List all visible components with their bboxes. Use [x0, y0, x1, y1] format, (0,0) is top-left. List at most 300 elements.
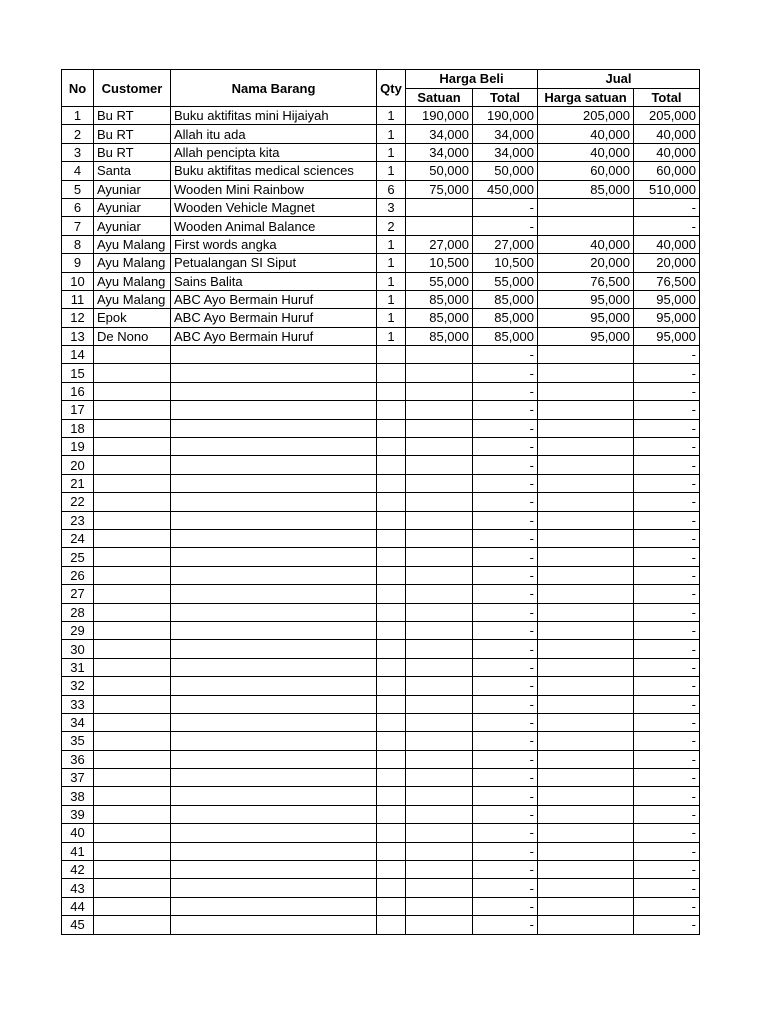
cell-jual-total: 20,000: [634, 254, 700, 272]
cell-qty: [377, 824, 406, 842]
table-row: [62, 511, 700, 529]
cell-nama-barang: [171, 897, 377, 915]
cell-nama-barang: [171, 419, 377, 437]
cell-beli-total: -: [473, 401, 538, 419]
header-beli-satuan: Satuan: [406, 88, 473, 107]
cell-jual-harga-satuan: [538, 382, 634, 400]
table-row: [62, 456, 700, 474]
cell-jual-harga-satuan: [538, 438, 634, 456]
cell-customer: [94, 548, 171, 566]
cell-nama-barang: [171, 438, 377, 456]
cell-customer: Ayu Malang: [94, 272, 171, 290]
cell-jual-total: -: [634, 677, 700, 695]
cell-nama-barang: Wooden Vehicle Magnet: [171, 198, 377, 216]
table-row: [62, 180, 700, 198]
cell-qty: [377, 603, 406, 621]
cell-jual-harga-satuan: [538, 456, 634, 474]
cell-beli-total: 85,000: [473, 309, 538, 327]
cell-beli-total: 34,000: [473, 125, 538, 143]
cell-jual-harga-satuan: 40,000: [538, 125, 634, 143]
cell-jual-total: 76,500: [634, 272, 700, 290]
cell-qty: 6: [377, 180, 406, 198]
cell-no: 40: [62, 824, 94, 842]
cell-qty: 1: [377, 125, 406, 143]
header-no: No: [62, 70, 94, 107]
cell-jual-harga-satuan: [538, 750, 634, 768]
cell-qty: 1: [377, 309, 406, 327]
cell-beli-total: 190,000: [473, 107, 538, 125]
cell-jual-total: -: [634, 438, 700, 456]
cell-nama-barang: Buku aktifitas mini Hijaiyah: [171, 107, 377, 125]
cell-customer: [94, 916, 171, 934]
cell-jual-harga-satuan: [538, 217, 634, 235]
cell-beli-total: -: [473, 658, 538, 676]
cell-nama-barang: [171, 401, 377, 419]
cell-beli-satuan: [406, 364, 473, 382]
cell-no: 14: [62, 346, 94, 364]
cell-beli-satuan: [406, 217, 473, 235]
cell-no: 29: [62, 621, 94, 639]
cell-beli-total: -: [473, 750, 538, 768]
cell-no: 38: [62, 787, 94, 805]
cell-qty: [377, 640, 406, 658]
cell-nama-barang: ABC Ayo Bermain Huruf: [171, 290, 377, 308]
table-row: [62, 842, 700, 860]
cell-jual-total: -: [634, 805, 700, 823]
cell-jual-harga-satuan: [538, 916, 634, 934]
cell-no: 20: [62, 456, 94, 474]
cell-nama-barang: [171, 382, 377, 400]
cell-customer: [94, 585, 171, 603]
cell-nama-barang: [171, 603, 377, 621]
cell-jual-total: -: [634, 842, 700, 860]
cell-customer: [94, 640, 171, 658]
cell-jual-total: 95,000: [634, 309, 700, 327]
cell-beli-satuan: 85,000: [406, 290, 473, 308]
cell-jual-total: -: [634, 658, 700, 676]
cell-jual-harga-satuan: [538, 511, 634, 529]
table-row: [62, 346, 700, 364]
cell-customer: [94, 695, 171, 713]
cell-no: 32: [62, 677, 94, 695]
cell-beli-satuan: 55,000: [406, 272, 473, 290]
cell-jual-harga-satuan: [538, 897, 634, 915]
cell-customer: [94, 364, 171, 382]
cell-qty: 2: [377, 217, 406, 235]
cell-beli-total: -: [473, 621, 538, 639]
cell-customer: [94, 658, 171, 676]
cell-nama-barang: Sains Balita: [171, 272, 377, 290]
table-row: [62, 474, 700, 492]
table-row: [62, 603, 700, 621]
cell-jual-total: -: [634, 713, 700, 731]
cell-qty: 3: [377, 198, 406, 216]
cell-beli-satuan: [406, 548, 473, 566]
cell-nama-barang: [171, 879, 377, 897]
cell-customer: [94, 824, 171, 842]
cell-jual-harga-satuan: 76,500: [538, 272, 634, 290]
cell-customer: Bu RT: [94, 107, 171, 125]
cell-beli-satuan: [406, 695, 473, 713]
cell-qty: [377, 658, 406, 676]
table-row: [62, 787, 700, 805]
cell-customer: [94, 603, 171, 621]
cell-no: 44: [62, 897, 94, 915]
cell-beli-total: -: [473, 511, 538, 529]
cell-qty: [377, 493, 406, 511]
cell-nama-barang: [171, 585, 377, 603]
cell-no: 27: [62, 585, 94, 603]
cell-no: 42: [62, 861, 94, 879]
cell-jual-harga-satuan: 95,000: [538, 290, 634, 308]
table-row: [62, 235, 700, 253]
cell-beli-total: -: [473, 198, 538, 216]
cell-qty: [377, 621, 406, 639]
cell-beli-total: -: [473, 456, 538, 474]
table-row: [62, 401, 700, 419]
cell-beli-total: -: [473, 787, 538, 805]
table-row: [62, 677, 700, 695]
cell-beli-satuan: [406, 824, 473, 842]
cell-jual-total: -: [634, 382, 700, 400]
cell-jual-total: -: [634, 879, 700, 897]
cell-nama-barang: Buku aktifitas medical sciences: [171, 162, 377, 180]
cell-customer: [94, 474, 171, 492]
cell-nama-barang: [171, 640, 377, 658]
cell-qty: [377, 787, 406, 805]
table-row: [62, 438, 700, 456]
cell-jual-total: -: [634, 603, 700, 621]
cell-no: 23: [62, 511, 94, 529]
cell-customer: Epok: [94, 309, 171, 327]
cell-customer: [94, 382, 171, 400]
cell-nama-barang: [171, 346, 377, 364]
cell-qty: [377, 456, 406, 474]
cell-no: 34: [62, 713, 94, 731]
cell-customer: Ayuniar: [94, 217, 171, 235]
cell-customer: [94, 346, 171, 364]
cell-jual-total: -: [634, 456, 700, 474]
cell-jual-harga-satuan: [538, 566, 634, 584]
cell-nama-barang: [171, 548, 377, 566]
cell-jual-total: -: [634, 585, 700, 603]
cell-no: 1: [62, 107, 94, 125]
cell-jual-total: -: [634, 198, 700, 216]
cell-no: 28: [62, 603, 94, 621]
table-row: [62, 382, 700, 400]
cell-qty: 1: [377, 162, 406, 180]
cell-no: 3: [62, 143, 94, 161]
cell-no: 31: [62, 658, 94, 676]
cell-qty: 1: [377, 272, 406, 290]
cell-nama-barang: [171, 713, 377, 731]
cell-customer: [94, 750, 171, 768]
cell-beli-total: -: [473, 824, 538, 842]
cell-no: 13: [62, 327, 94, 345]
table-row: [62, 217, 700, 235]
cell-customer: [94, 529, 171, 547]
table-row: [62, 805, 700, 823]
cell-customer: Ayu Malang: [94, 235, 171, 253]
cell-beli-total: -: [473, 916, 538, 934]
cell-beli-total: -: [473, 879, 538, 897]
cell-qty: [377, 879, 406, 897]
cell-jual-harga-satuan: 205,000: [538, 107, 634, 125]
cell-qty: [377, 548, 406, 566]
cell-beli-satuan: [406, 897, 473, 915]
cell-jual-harga-satuan: 20,000: [538, 254, 634, 272]
cell-no: 7: [62, 217, 94, 235]
cell-beli-total: 85,000: [473, 290, 538, 308]
cell-customer: [94, 769, 171, 787]
cell-jual-total: -: [634, 493, 700, 511]
cell-no: 41: [62, 842, 94, 860]
table-row: [62, 162, 700, 180]
cell-no: 21: [62, 474, 94, 492]
cell-beli-satuan: [406, 511, 473, 529]
cell-jual-harga-satuan: [538, 824, 634, 842]
cell-beli-satuan: [406, 805, 473, 823]
cell-jual-total: -: [634, 566, 700, 584]
cell-jual-total: -: [634, 364, 700, 382]
cell-customer: [94, 805, 171, 823]
cell-jual-harga-satuan: [538, 787, 634, 805]
cell-no: 22: [62, 493, 94, 511]
cell-qty: 1: [377, 254, 406, 272]
header-jual-total: Total: [634, 88, 700, 107]
cell-beli-satuan: [406, 585, 473, 603]
table-row: [62, 419, 700, 437]
cell-customer: [94, 621, 171, 639]
cell-nama-barang: [171, 677, 377, 695]
cell-beli-total: -: [473, 474, 538, 492]
cell-qty: [377, 401, 406, 419]
cell-beli-total: -: [473, 713, 538, 731]
cell-qty: [377, 419, 406, 437]
cell-qty: [377, 713, 406, 731]
cell-customer: [94, 419, 171, 437]
cell-jual-total: -: [634, 769, 700, 787]
header-beli-total: Total: [473, 88, 538, 107]
cell-jual-harga-satuan: [538, 677, 634, 695]
cell-customer: De Nono: [94, 327, 171, 345]
cell-no: 9: [62, 254, 94, 272]
cell-jual-harga-satuan: 40,000: [538, 235, 634, 253]
cell-no: 26: [62, 566, 94, 584]
cell-beli-satuan: [406, 769, 473, 787]
cell-no: 2: [62, 125, 94, 143]
cell-customer: [94, 897, 171, 915]
cell-jual-harga-satuan: 95,000: [538, 309, 634, 327]
cell-nama-barang: First words angka: [171, 235, 377, 253]
cell-jual-harga-satuan: [538, 198, 634, 216]
table-row: [62, 695, 700, 713]
cell-customer: [94, 713, 171, 731]
header-customer: Customer: [94, 70, 171, 107]
cell-qty: 1: [377, 290, 406, 308]
cell-beli-satuan: [406, 529, 473, 547]
cell-beli-total: -: [473, 603, 538, 621]
cell-beli-total: -: [473, 805, 538, 823]
cell-beli-satuan: [406, 879, 473, 897]
cell-beli-total: -: [473, 382, 538, 400]
cell-customer: Ayuniar: [94, 198, 171, 216]
cell-jual-harga-satuan: [538, 585, 634, 603]
cell-beli-satuan: [406, 438, 473, 456]
cell-no: 8: [62, 235, 94, 253]
cell-beli-satuan: 190,000: [406, 107, 473, 125]
cell-beli-total: -: [473, 842, 538, 860]
cell-no: 10: [62, 272, 94, 290]
cell-beli-satuan: [406, 621, 473, 639]
cell-no: 25: [62, 548, 94, 566]
cell-jual-harga-satuan: [538, 474, 634, 492]
cell-customer: [94, 401, 171, 419]
cell-qty: 1: [377, 327, 406, 345]
cell-jual-harga-satuan: [538, 548, 634, 566]
cell-jual-harga-satuan: [538, 640, 634, 658]
cell-jual-harga-satuan: [538, 732, 634, 750]
cell-beli-satuan: [406, 677, 473, 695]
cell-beli-satuan: [406, 658, 473, 676]
cell-customer: Ayuniar: [94, 180, 171, 198]
cell-nama-barang: Wooden Animal Balance: [171, 217, 377, 235]
cell-no: 18: [62, 419, 94, 437]
cell-jual-harga-satuan: [538, 861, 634, 879]
cell-beli-total: -: [473, 346, 538, 364]
cell-qty: [377, 529, 406, 547]
cell-qty: [377, 566, 406, 584]
cell-no: 24: [62, 529, 94, 547]
header-nama-barang: Nama Barang: [171, 70, 377, 107]
cell-jual-total: -: [634, 695, 700, 713]
cell-beli-total: -: [473, 677, 538, 695]
table-row: [62, 309, 700, 327]
cell-qty: [377, 511, 406, 529]
sales-table: [61, 69, 700, 935]
cell-jual-total: -: [634, 474, 700, 492]
table-row: [62, 254, 700, 272]
cell-nama-barang: Petualangan SI Siput: [171, 254, 377, 272]
table-row: [62, 198, 700, 216]
cell-jual-total: -: [634, 824, 700, 842]
cell-no: 4: [62, 162, 94, 180]
cell-no: 45: [62, 916, 94, 934]
cell-jual-harga-satuan: [538, 419, 634, 437]
cell-nama-barang: Wooden Mini Rainbow: [171, 180, 377, 198]
cell-jual-harga-satuan: [538, 769, 634, 787]
table-row: [62, 824, 700, 842]
cell-beli-satuan: [406, 842, 473, 860]
cell-beli-total: -: [473, 529, 538, 547]
cell-jual-total: -: [634, 346, 700, 364]
cell-jual-harga-satuan: [538, 621, 634, 639]
cell-beli-satuan: [406, 861, 473, 879]
cell-jual-total: 40,000: [634, 125, 700, 143]
cell-beli-total: 50,000: [473, 162, 538, 180]
cell-beli-total: -: [473, 566, 538, 584]
header-jual: Jual: [538, 70, 700, 89]
cell-customer: [94, 566, 171, 584]
table-row: [62, 750, 700, 768]
cell-jual-total: -: [634, 419, 700, 437]
cell-beli-satuan: [406, 493, 473, 511]
cell-jual-harga-satuan: [538, 842, 634, 860]
cell-nama-barang: [171, 916, 377, 934]
cell-jual-harga-satuan: [538, 713, 634, 731]
header-row-top: [62, 70, 700, 89]
cell-jual-total: -: [634, 916, 700, 934]
cell-customer: Ayu Malang: [94, 290, 171, 308]
cell-nama-barang: [171, 769, 377, 787]
cell-beli-total: -: [473, 364, 538, 382]
table-row: [62, 732, 700, 750]
cell-qty: [377, 842, 406, 860]
cell-nama-barang: Allah pencipta kita: [171, 143, 377, 161]
table-row: [62, 916, 700, 934]
cell-qty: [377, 677, 406, 695]
cell-qty: 1: [377, 107, 406, 125]
cell-no: 16: [62, 382, 94, 400]
cell-beli-satuan: [406, 401, 473, 419]
cell-beli-satuan: [406, 566, 473, 584]
cell-qty: [377, 364, 406, 382]
cell-jual-harga-satuan: 60,000: [538, 162, 634, 180]
cell-nama-barang: [171, 621, 377, 639]
cell-beli-satuan: [406, 419, 473, 437]
table-row: [62, 493, 700, 511]
table-row: [62, 125, 700, 143]
cell-jual-total: -: [634, 750, 700, 768]
cell-customer: Bu RT: [94, 143, 171, 161]
cell-jual-total: -: [634, 640, 700, 658]
cell-jual-total: 40,000: [634, 235, 700, 253]
cell-beli-satuan: 10,500: [406, 254, 473, 272]
cell-nama-barang: [171, 787, 377, 805]
cell-beli-satuan: [406, 750, 473, 768]
cell-beli-satuan: [406, 787, 473, 805]
cell-beli-satuan: 75,000: [406, 180, 473, 198]
cell-no: 36: [62, 750, 94, 768]
cell-nama-barang: [171, 824, 377, 842]
cell-jual-total: -: [634, 217, 700, 235]
cell-beli-total: -: [473, 861, 538, 879]
cell-no: 35: [62, 732, 94, 750]
header-harga-beli: Harga Beli: [406, 70, 538, 89]
cell-beli-satuan: [406, 713, 473, 731]
cell-customer: [94, 861, 171, 879]
cell-jual-harga-satuan: [538, 805, 634, 823]
cell-qty: [377, 897, 406, 915]
cell-beli-total: 450,000: [473, 180, 538, 198]
cell-beli-total: -: [473, 438, 538, 456]
cell-nama-barang: Allah itu ada: [171, 125, 377, 143]
table-row: [62, 769, 700, 787]
cell-nama-barang: [171, 493, 377, 511]
cell-jual-total: -: [634, 548, 700, 566]
cell-beli-total: 55,000: [473, 272, 538, 290]
cell-jual-total: -: [634, 861, 700, 879]
cell-jual-total: -: [634, 787, 700, 805]
cell-beli-satuan: 85,000: [406, 309, 473, 327]
cell-beli-satuan: [406, 732, 473, 750]
table-row: [62, 290, 700, 308]
table-row: [62, 548, 700, 566]
cell-jual-total: 95,000: [634, 290, 700, 308]
cell-beli-total: 85,000: [473, 327, 538, 345]
table-row: [62, 640, 700, 658]
table-row: [62, 861, 700, 879]
